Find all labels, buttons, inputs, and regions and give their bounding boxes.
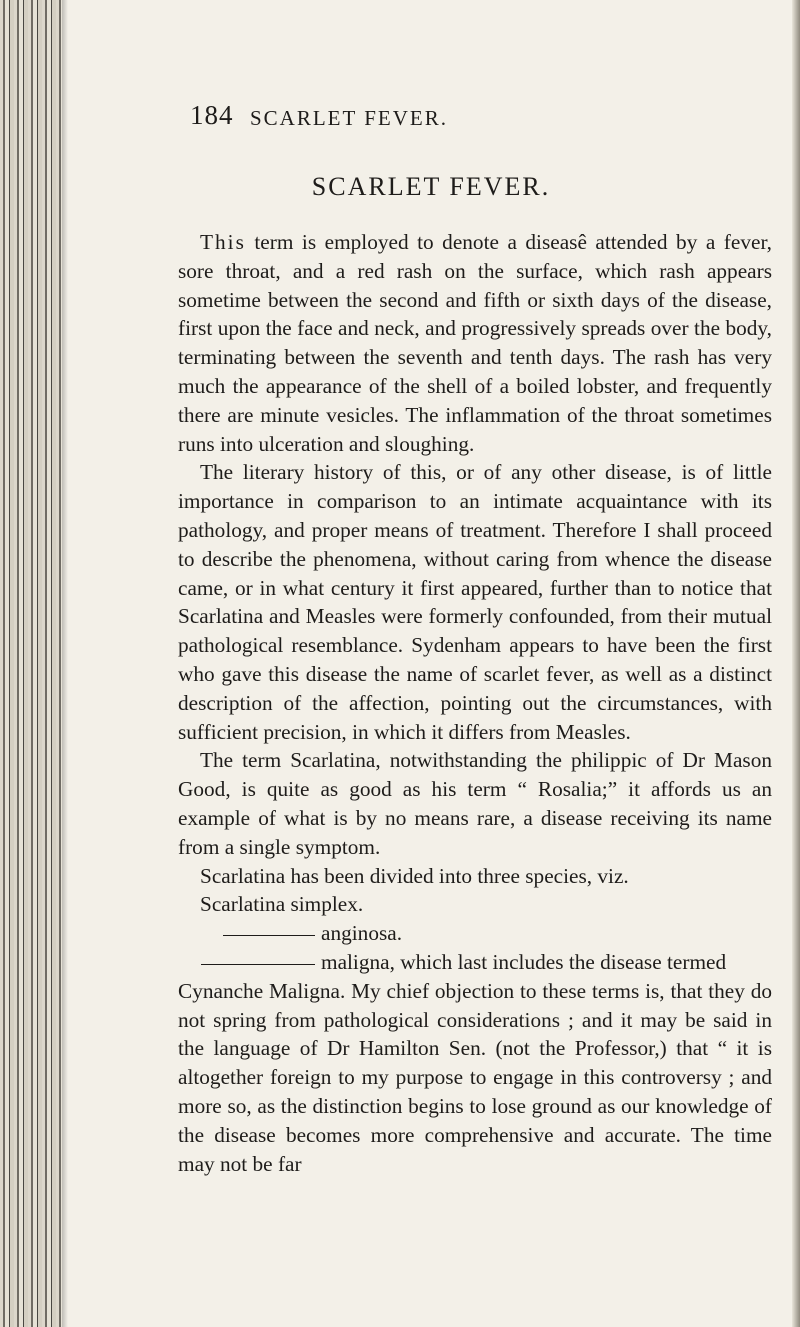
species-item-label: maligna, which last includes the disease termed xyxy=(321,949,727,974)
page-number: 184 xyxy=(190,100,234,130)
species-item xyxy=(178,919,772,948)
ditto-rule xyxy=(201,964,315,965)
paragraph: The literary history of this, or of any other disease, is of little importance in comparison to an intimate acquaintance with its pathology, and proper means of treatment. Therefore I shall proceed to describe the phenomena, without caring from whence the disease came, or in what century it first appeared, further than to notice that Scarlatina and Measles were formerly confounded, from their mutual pathological resemblance. Sydenham appears to have been the first who gave this disease the name of scarlet fever, as well as a distinct description of the affection, pointing out the circumstances, with sufficient precision, in which it differs from Measles. xyxy=(178,460,772,744)
paragraph: The term Scarlatina, notwithstanding the philippic of Dr Mason Good, is quite as good as his term “ Rosalia;” it affords us an example of what is by no means rare, a disease receiving its name from a single symptom. xyxy=(178,748,772,859)
running-title: SCARLET FEVER. xyxy=(250,106,448,130)
species-item: Scarlatina simplex. xyxy=(200,892,364,917)
species-item-label: anginosa. xyxy=(321,921,403,946)
paragraph-text: term is employed to denote a diseasê attended by a fever, sore throat, and a red rash on the surface, which rash appears sometime between the second and fifth or sixth days of the disease, first upon the face and neck, and progressively spreads over the body, terminating between the seventh and tenth days. The rash has very much the appearance of the shell of a boiled lobster, and frequently there are minute vesicles. The inflammation of the throat sometimes runs into ulceration and sloughing. xyxy=(178,230,773,456)
book-spine-gutter xyxy=(0,0,62,1327)
ditto-rule xyxy=(223,935,315,936)
page-header xyxy=(190,100,750,136)
body-text xyxy=(178,228,772,1178)
paragraph: Cynanche Maligna. My chief objection to these terms is, that they do not spring from pathological considerations ; and it may be said in the language of Dr Hamilton Sen. (not the Professor,) that “ it is altogether foreign to my purpose to engage in this controversy ; and more so, as the distinction begins to lose ground as our knowledge of the disease becomes more comprehensive and accurate. The time may not be far xyxy=(178,978,772,1176)
species-item xyxy=(178,948,772,977)
species-intro: Scarlatina has been divided into three species, viz. xyxy=(200,863,629,888)
paragraph xyxy=(178,228,772,458)
lead-word: This xyxy=(200,230,246,254)
chapter-title: SCARLET FEVER. xyxy=(311,172,551,201)
